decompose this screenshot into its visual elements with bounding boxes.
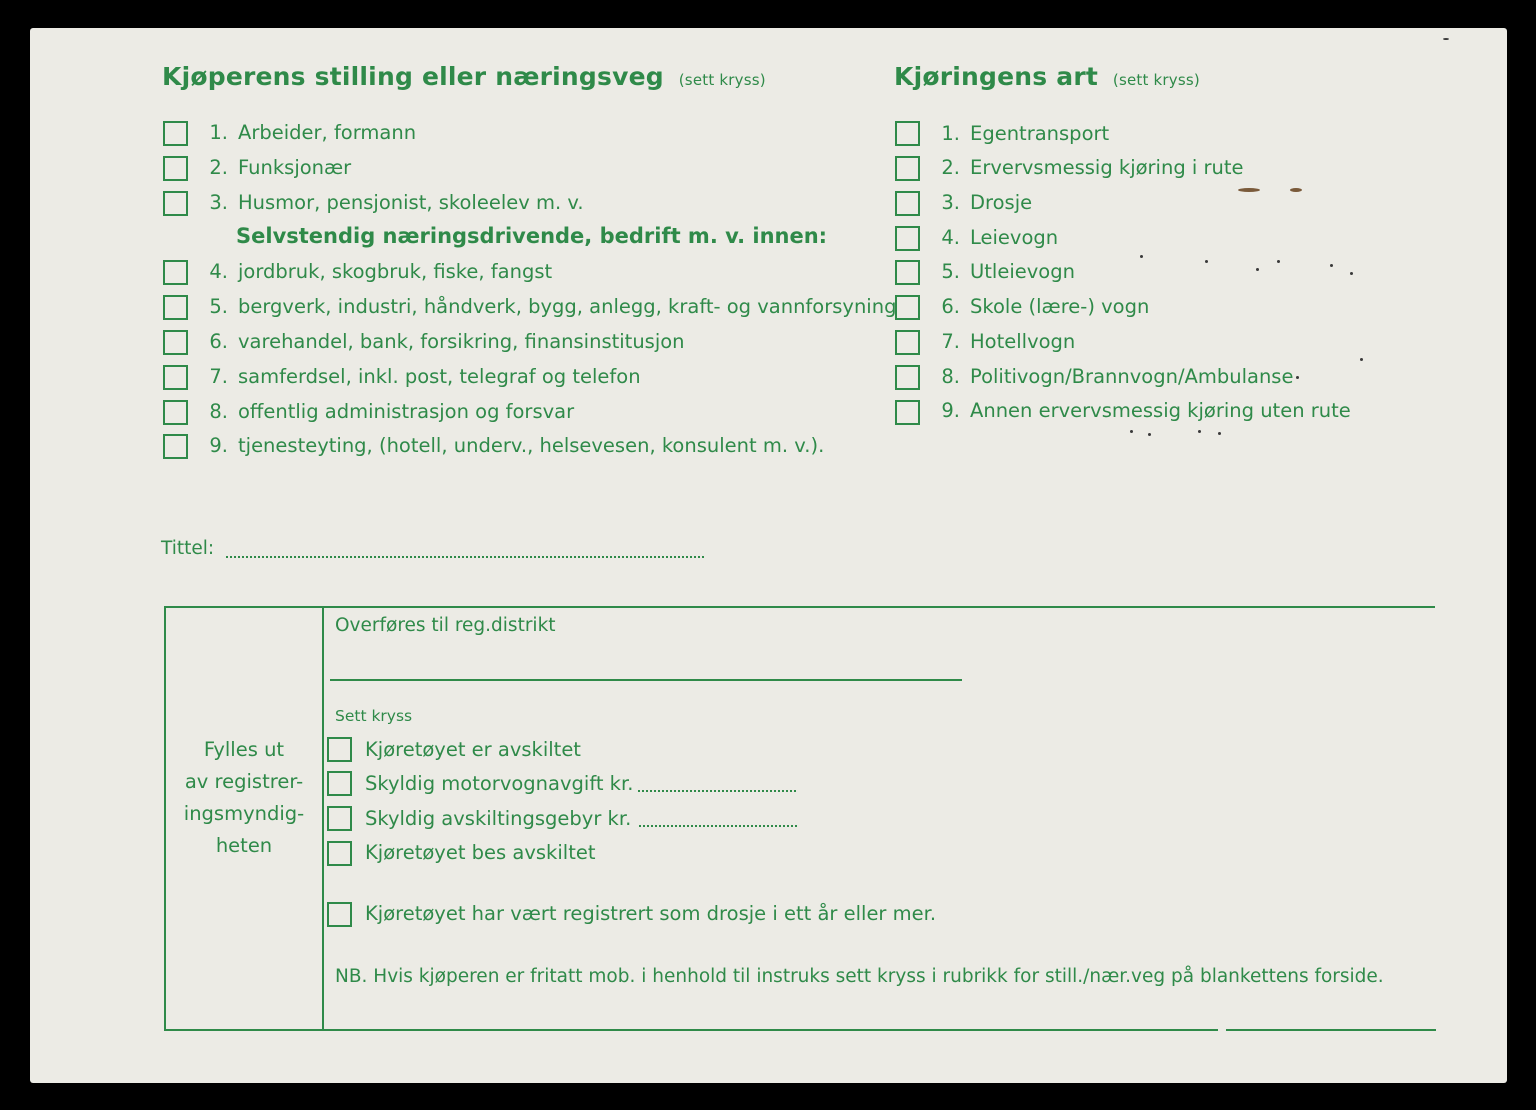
checkbox-bes-avskiltet[interactable]	[327, 841, 352, 866]
item-label: Ervervsmessig kjøring i rute	[970, 156, 1244, 179]
checkbox-right-6[interactable]	[895, 295, 920, 320]
checkbox-left-9[interactable]	[163, 434, 188, 459]
item-label: Drosje	[970, 191, 1033, 214]
right-item-7	[932, 330, 1075, 353]
checkbox-left-4[interactable]	[163, 260, 188, 285]
ink-speck	[1218, 432, 1221, 435]
checkbox-motorvognavgift[interactable]	[327, 771, 352, 796]
ink-speck	[1256, 268, 1259, 271]
item-number: 3.	[941, 191, 960, 214]
left-item-7	[200, 365, 641, 388]
left-item-6	[200, 330, 685, 353]
checkbox-left-2[interactable]	[163, 156, 188, 181]
right-item-4	[932, 226, 1058, 249]
item-label: Politivogn/Brannvogn/Ambulanse	[970, 365, 1294, 388]
registry-bottom-border	[164, 1029, 1218, 1031]
checkbox-left-3[interactable]	[163, 191, 188, 216]
item-label: offentlig administrasjon og forsvar	[238, 400, 575, 423]
right-item-5	[932, 260, 1075, 283]
left-item-9	[200, 434, 824, 457]
left-item-8	[200, 400, 574, 423]
left-heading-note: (sett kryss)	[678, 71, 766, 89]
item-number: 4.	[941, 226, 960, 249]
transfer-field-line[interactable]	[330, 679, 962, 681]
check-label-drosje: Kjøretøyet har vært registrert som drosje i ett år eller mer.	[365, 902, 937, 925]
right-heading-note: (sett kryss)	[1112, 71, 1200, 89]
nb-note: NB. Hvis kjøperen er fritatt mob. i henhold til instruks sett kryss i rubrikk for still./nær.veg på blankettens forside.	[335, 966, 1384, 987]
left-item-4	[200, 260, 552, 283]
item-number: 9.	[941, 399, 960, 422]
sett-kryss-label: Sett kryss	[335, 707, 413, 725]
ink-stain	[1238, 188, 1260, 192]
ink-speck	[1148, 433, 1151, 436]
registry-side-label	[166, 734, 322, 862]
checkbox-left-5[interactable]	[163, 295, 188, 320]
ink-speck	[1296, 376, 1299, 379]
tittel-field[interactable]	[226, 556, 704, 558]
item-number: 4.	[209, 260, 228, 283]
checkbox-right-9[interactable]	[895, 400, 920, 425]
item-label: tjenesteyting, (hotell, underv., helsevesen, konsulent m. v.).	[238, 434, 825, 457]
item-label: Utleievogn	[970, 260, 1075, 283]
checkbox-right-1[interactable]	[895, 121, 920, 146]
checkbox-right-2[interactable]	[895, 156, 920, 181]
item-number: 8.	[209, 400, 228, 423]
item-number: 1.	[941, 122, 960, 145]
item-label: samferdsel, inkl. post, telegraf og telefon	[238, 365, 641, 388]
item-number: 8.	[941, 365, 960, 388]
checkbox-left-8[interactable]	[163, 400, 188, 425]
left-item-2	[200, 156, 351, 179]
ink-speck	[1198, 430, 1201, 433]
item-label: Husmor, pensjonist, skoleelev m. v.	[238, 191, 584, 214]
checkbox-left-6[interactable]	[163, 330, 188, 355]
checkbox-left-7[interactable]	[163, 365, 188, 390]
item-number: 7.	[941, 330, 960, 353]
item-number: 7.	[209, 365, 228, 388]
item-number: 3.	[209, 191, 228, 214]
item-number: 2.	[941, 156, 960, 179]
item-label: Skole (lære-) vogn	[970, 295, 1150, 318]
ink-speck	[1130, 430, 1133, 433]
right-item-6	[932, 295, 1149, 318]
item-number: 5.	[941, 260, 960, 283]
registry-top-border	[164, 606, 1435, 608]
ink-speck	[1443, 38, 1449, 40]
item-label: Annen ervervsmessig kjøring uten rute	[970, 399, 1351, 422]
left-item-3	[200, 191, 584, 214]
motorvognavgift-amount-field[interactable]	[638, 790, 796, 792]
right-heading	[894, 62, 1200, 91]
item-number: 2.	[209, 156, 228, 179]
checkbox-avskiltet[interactable]	[327, 737, 352, 762]
left-heading-text: Kjøperens stilling eller næringsveg	[162, 62, 664, 91]
tittel-label: Tittel:	[161, 538, 215, 559]
ink-speck	[1140, 255, 1143, 258]
checkbox-drosje[interactable]	[327, 902, 352, 927]
check-label-bes-avskiltet: Kjøretøyet bes avskiltet	[365, 841, 596, 864]
registry-divider	[322, 606, 324, 1031]
side-label-line: ingsmyndig-	[183, 802, 305, 825]
form-card	[30, 28, 1507, 1083]
left-item-5	[200, 295, 896, 318]
item-label: Leievogn	[970, 226, 1059, 249]
item-number: 5.	[209, 295, 228, 318]
item-label: jordbruk, skogbruk, fiske, fangst	[238, 260, 553, 283]
left-item-1	[200, 121, 416, 144]
side-label-line: heten	[215, 834, 273, 857]
checkbox-right-4[interactable]	[895, 226, 920, 251]
item-label: Hotellvogn	[970, 330, 1076, 353]
ink-stain	[1290, 188, 1302, 192]
checkbox-right-3[interactable]	[895, 191, 920, 216]
check-label-motorvognavgift: Skyldig motorvognavgift kr.	[365, 772, 634, 795]
item-label: Funksjonær	[238, 156, 352, 179]
item-number: 6.	[941, 295, 960, 318]
check-label-avskiltingsgebyr: Skyldig avskiltingsgebyr kr.	[365, 807, 632, 830]
right-item-8	[932, 365, 1293, 388]
right-item-3	[932, 191, 1032, 214]
item-label: Arbeider, formann	[238, 121, 417, 144]
ink-speck	[1350, 272, 1353, 275]
item-label: bergverk, industri, håndverk, bygg, anlegg, kraft- og vannforsyning	[238, 295, 897, 318]
checkbox-right-7[interactable]	[895, 330, 920, 355]
checkbox-right-8[interactable]	[895, 365, 920, 390]
checkbox-avskiltingsgebyr[interactable]	[327, 806, 352, 831]
side-label-line: Fylles ut	[203, 738, 285, 761]
transfer-label: Overføres til reg.distrikt	[335, 615, 556, 636]
left-heading	[162, 62, 766, 91]
right-item-1	[932, 122, 1109, 145]
item-label: varehandel, bank, forsikring, finansinstitusjon	[238, 330, 685, 353]
right-item-9	[932, 399, 1351, 422]
left-subheading: Selvstendig næringsdrivende, bedrift m. v. innen:	[236, 224, 828, 248]
ink-speck	[1205, 260, 1208, 263]
item-number: 9.	[209, 434, 228, 457]
checkbox-left-1[interactable]	[163, 121, 188, 146]
checkbox-right-5[interactable]	[895, 260, 920, 285]
ink-speck	[1360, 358, 1363, 361]
registry-bottom-border-right	[1226, 1029, 1436, 1031]
item-number: 1.	[209, 121, 228, 144]
item-label: Egentransport	[970, 122, 1110, 145]
avskiltingsgebyr-amount-field[interactable]	[639, 825, 797, 827]
ink-speck	[1330, 264, 1333, 267]
right-heading-text: Kjøringens art	[894, 62, 1098, 91]
item-number: 6.	[209, 330, 228, 353]
right-item-2	[932, 156, 1244, 179]
side-label-line: av registrer-	[184, 770, 304, 793]
ink-speck	[1277, 260, 1280, 263]
check-label-avskiltet: Kjøretøyet er avskiltet	[365, 738, 581, 761]
